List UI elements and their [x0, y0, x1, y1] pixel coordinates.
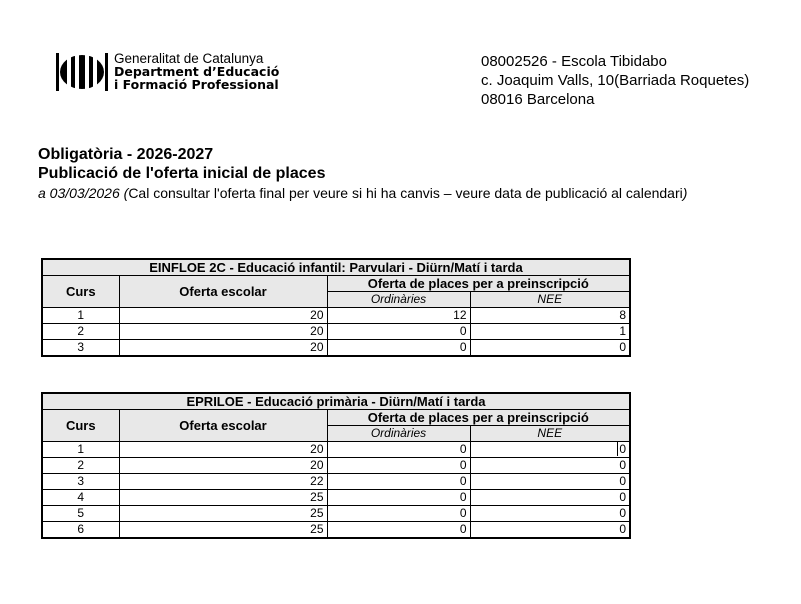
table-primaria — [41, 392, 631, 539]
cell-curs: 4 — [42, 490, 119, 506]
cell-oferta-escolar: 25 — [119, 490, 327, 506]
cell-curs: 1 — [42, 442, 119, 458]
table-title: EINFLOE 2C - Educació infantil: Parvulari - Diürn/Matí i tarda — [42, 259, 630, 276]
header-curs: Curs — [42, 410, 119, 442]
publication-date: a 03/03/2026 — [38, 185, 120, 201]
cell-nee — [470, 308, 630, 324]
cell-nee — [470, 490, 630, 506]
cell-nee-value: 0 — [619, 442, 626, 456]
cell-nee-value: 0 — [619, 474, 626, 488]
cell-nee-value: 0 — [619, 340, 626, 354]
header-oferta-escolar: Oferta escolar — [119, 276, 327, 308]
cell-oferta-escolar: 20 — [119, 308, 327, 324]
cell-ordinaries: 0 — [327, 458, 470, 474]
header-ordinaries: Ordinàries — [327, 292, 470, 308]
org-name: Generalitat de Catalunya — [114, 51, 264, 66]
cell-ordinaries: 0 — [327, 324, 470, 340]
cell-nee-value: 1 — [619, 324, 626, 338]
cell-nee — [470, 324, 630, 340]
cell-oferta-escolar: 20 — [119, 458, 327, 474]
table-row — [42, 458, 630, 474]
cell-oferta-escolar: 20 — [119, 442, 327, 458]
cell-nee — [470, 340, 630, 357]
table-row — [42, 442, 630, 458]
table-row — [42, 522, 630, 539]
cell-curs: 3 — [42, 474, 119, 490]
school-city: 08016 Barcelona — [481, 91, 595, 108]
cell-curs: 5 — [42, 506, 119, 522]
header-nee: NEE — [470, 426, 630, 442]
school-address: c. Joaquim Valls, 10(Barriada Roquetes) — [481, 72, 750, 89]
cell-nee — [470, 522, 630, 539]
cell-ordinaries: 0 — [327, 474, 470, 490]
table-row — [42, 324, 630, 340]
table-infantil — [41, 258, 631, 357]
cell-curs: 6 — [42, 522, 119, 539]
note-text: Cal consultar l'oferta final per veure si hi ha canvis – veure data de publicació al calendari — [128, 185, 683, 201]
cell-oferta-escolar: 22 — [119, 474, 327, 490]
header-ordinaries: Ordinàries — [327, 426, 470, 442]
table-row — [42, 474, 630, 490]
cell-curs: 1 — [42, 308, 119, 324]
cell-nee — [470, 474, 630, 490]
page-subtitle: Publicació de l'oferta inicial de places — [38, 165, 326, 182]
school-code-name: 08002526 - Escola Tibidabo — [481, 53, 667, 70]
cell-nee-value: 8 — [619, 308, 626, 322]
cell-ordinaries: 0 — [327, 490, 470, 506]
cell-nee — [470, 458, 630, 474]
cell-oferta-escolar: 25 — [119, 506, 327, 522]
header-preinscripcio: Oferta de places per a preinscripció — [327, 410, 630, 426]
cell-nee-value: 0 — [619, 490, 626, 504]
cell-nee — [470, 442, 630, 458]
generalitat-seal-icon — [56, 53, 108, 91]
cell-ordinaries: 12 — [327, 308, 470, 324]
page-title: Obligatòria - 2026-2027 — [38, 146, 214, 163]
cell-ordinaries: 0 — [327, 442, 470, 458]
cell-ordinaries: 0 — [327, 340, 470, 357]
department-name: Department d’Educació — [114, 64, 280, 79]
table-title: EPRILOE - Educació primària - Diürn/Matí i tarda — [42, 393, 630, 410]
cell-oferta-escolar: 20 — [119, 340, 327, 357]
cell-ordinaries: 0 — [327, 522, 470, 539]
paren: ( — [119, 185, 129, 201]
paren: ) — [682, 185, 688, 201]
generalitat-logo — [56, 52, 279, 91]
table-row — [42, 506, 630, 522]
cell-oferta-escolar: 25 — [119, 522, 327, 539]
cell-ordinaries: 0 — [327, 506, 470, 522]
table-row — [42, 308, 630, 324]
header-preinscripcio: Oferta de places per a preinscripció — [327, 276, 630, 292]
cell-nee — [470, 506, 630, 522]
cell-oferta-escolar: 20 — [119, 324, 327, 340]
cell-nee-value: 0 — [619, 506, 626, 520]
cell-curs: 2 — [42, 324, 119, 340]
header-curs: Curs — [42, 276, 119, 308]
table-row — [42, 340, 630, 357]
header-nee: NEE — [470, 292, 630, 308]
header-oferta-escolar: Oferta escolar — [119, 410, 327, 442]
cell-nee-value: 0 — [619, 522, 626, 536]
department-name-2: i Formació Professional — [114, 77, 279, 92]
cell-curs: 2 — [42, 458, 119, 474]
school-info — [481, 52, 749, 109]
publication-note — [38, 183, 687, 203]
cell-curs: 3 — [42, 340, 119, 357]
cell-nee-value: 0 — [619, 458, 626, 472]
table-row — [42, 490, 630, 506]
